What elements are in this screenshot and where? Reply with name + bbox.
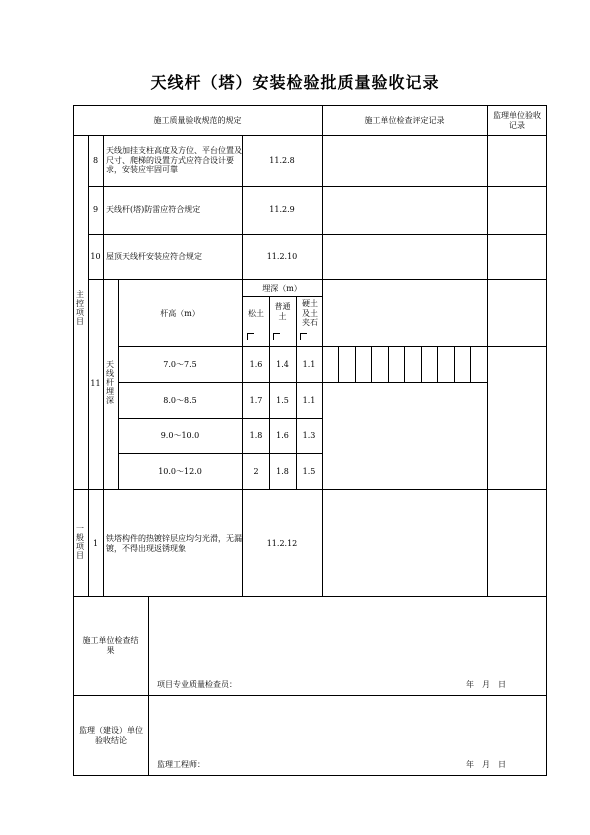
row-value: 1.3 xyxy=(302,431,316,440)
row-value: 1.8 xyxy=(249,431,263,440)
supervision-date: 年 月 日 xyxy=(466,760,506,769)
item-9-clause: 11.2.9 xyxy=(269,205,295,214)
item-9-no: 9 xyxy=(92,205,99,214)
header-construction-check: 施工单位检查评定记录 xyxy=(364,116,445,125)
item-11-label: 天线杆埋深 xyxy=(106,360,114,405)
item-8-text: 天线加挂支柱高度及方位、平台位置及尺寸、爬梯的设置方式应符合设计要求，安装应牢固可靠 xyxy=(106,146,242,174)
pole-height-header: 杆高（m） xyxy=(160,309,200,318)
item-10-text: 屋顶天线杆安装应符合规定 xyxy=(106,252,202,261)
row-value: 1.6 xyxy=(276,431,289,440)
item-9-text: 天线杆(塔)防雷应符合规定 xyxy=(106,205,201,214)
row-height: 7.0～7.5 xyxy=(163,360,197,369)
general-item-1-clause: 11.2.12 xyxy=(266,539,298,548)
supervision-result-label: 监理（建设）单位验收结论 xyxy=(79,726,143,745)
row-height: 8.0～8.5 xyxy=(163,396,197,405)
row-value: 1.7 xyxy=(249,396,263,405)
soil-type-loose: 松土 xyxy=(248,309,264,318)
item-10-clause: 11.2.10 xyxy=(266,252,298,261)
checkbox-normal[interactable] xyxy=(273,333,280,340)
construction-date: 年 月 日 xyxy=(466,680,506,689)
item-10-no: 10 xyxy=(90,252,101,261)
item-8-no: 8 xyxy=(92,156,99,165)
row-value: 1.6 xyxy=(249,360,263,369)
row-value: 1.1 xyxy=(302,396,316,405)
general-item-1-no: 1 xyxy=(92,539,99,548)
row-value: 2 xyxy=(253,467,259,476)
general-label: 一般项目 xyxy=(76,524,84,560)
construction-signer: 项目专业质量检查员： xyxy=(157,680,237,689)
checkbox-hard[interactable] xyxy=(300,333,307,340)
checkbox-loose[interactable] xyxy=(247,333,254,340)
construction-result-label: 施工单位检查结果 xyxy=(82,636,139,655)
depth-header: 埋深（m） xyxy=(262,284,302,293)
soil-type-hard: 硬土及土夹石 xyxy=(302,299,318,327)
item-11-no: 11 xyxy=(90,379,101,388)
page-title: 天线杆（塔）安装检验批质量验收记录 xyxy=(150,73,440,92)
item-8-clause: 11.2.8 xyxy=(269,156,295,165)
row-value: 1.5 xyxy=(302,467,316,476)
main-control-label: 主控项目 xyxy=(76,290,84,326)
header-supervision-accept: 监理单位验收记录 xyxy=(493,111,541,130)
supervision-signer: 监理工程师： xyxy=(157,760,205,769)
row-value: 1.4 xyxy=(276,360,289,369)
header-spec: 施工质量验收规范的规定 xyxy=(153,116,242,125)
row-height: 9.0～10.0 xyxy=(160,431,200,440)
general-item-1-text: 铁塔构件的热镀锌层应均匀光滑，无漏镀，不得出现返锈现象 xyxy=(106,534,242,553)
row-value: 1.5 xyxy=(276,396,289,405)
row-value: 1.8 xyxy=(276,467,289,476)
soil-type-normal: 普通土 xyxy=(274,302,291,321)
row-height: 10.0～12.0 xyxy=(158,467,202,476)
row-value: 1.1 xyxy=(302,360,316,369)
